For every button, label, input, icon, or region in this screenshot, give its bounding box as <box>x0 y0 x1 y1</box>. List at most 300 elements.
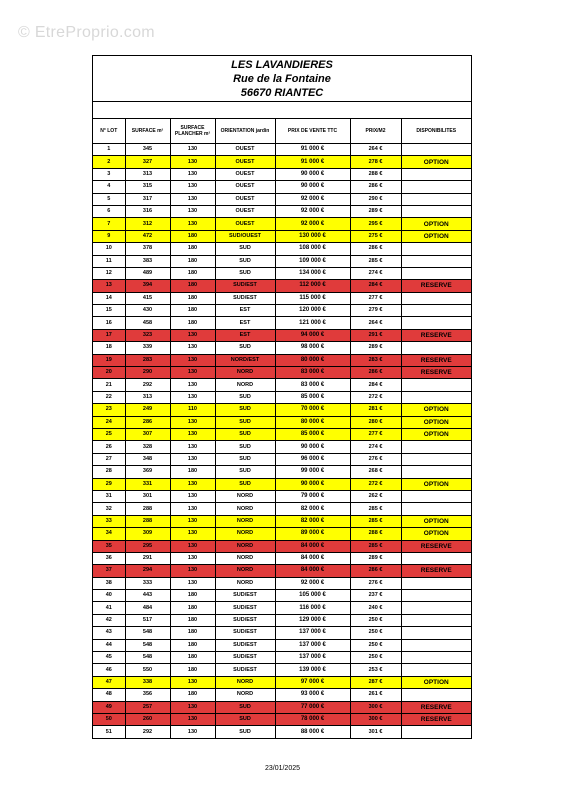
lot-cell: 40 <box>93 590 125 602</box>
prix-cell: 93 000 € <box>275 689 350 701</box>
status-cell <box>401 490 471 502</box>
prix-cell: 121 000 € <box>275 317 350 329</box>
lot-cell: 16 <box>93 317 125 329</box>
lot-cell: 7 <box>93 218 125 230</box>
plancher-cell: 180 <box>170 267 215 279</box>
status-cell: RESERVE <box>401 367 471 379</box>
status-cell <box>401 391 471 403</box>
plancher-cell: 130 <box>170 515 215 527</box>
plancher-cell: 130 <box>170 181 215 193</box>
table-row <box>93 193 471 205</box>
plancher-cell: 130 <box>170 577 215 589</box>
col-header-prix-m2: PRIX/M2 <box>350 119 401 144</box>
status-cell <box>401 664 471 676</box>
lot-cell: 18 <box>93 342 125 354</box>
lot-cell: 34 <box>93 528 125 540</box>
lot-cell: 33 <box>93 515 125 527</box>
prix-cell: 91 000 € <box>275 156 350 168</box>
table-row <box>93 652 471 664</box>
lot-cell: 41 <box>93 602 125 614</box>
plancher-cell: 180 <box>170 664 215 676</box>
surface-cell: 548 <box>125 652 170 664</box>
orientation-cell: OUEST <box>215 168 275 180</box>
status-cell <box>401 614 471 626</box>
surface-cell: 288 <box>125 503 170 515</box>
prix-cell: 79 000 € <box>275 490 350 502</box>
prix-cell: 88 000 € <box>275 726 350 738</box>
prix-cell: 137 000 € <box>275 652 350 664</box>
lot-cell: 22 <box>93 391 125 403</box>
status-cell <box>401 181 471 193</box>
prix-m2-cell: 287 € <box>350 676 401 688</box>
document-header <box>93 56 471 102</box>
lot-cell: 37 <box>93 565 125 577</box>
lot-cell: 50 <box>93 713 125 725</box>
plancher-cell: 130 <box>170 428 215 440</box>
orientation-cell: OUEST <box>215 181 275 193</box>
orientation-cell: SUD <box>215 441 275 453</box>
prix-cell: 83 000 € <box>275 379 350 391</box>
surface-cell: 294 <box>125 565 170 577</box>
prix-cell: 80 000 € <box>275 354 350 366</box>
prix-m2-cell: 280 € <box>350 416 401 428</box>
orientation-cell: NORD <box>215 528 275 540</box>
surface-cell: 316 <box>125 205 170 217</box>
prix-cell: 70 000 € <box>275 404 350 416</box>
prix-cell: 90 000 € <box>275 168 350 180</box>
table-row <box>93 664 471 676</box>
plancher-cell: 180 <box>170 243 215 255</box>
lot-cell: 35 <box>93 540 125 552</box>
price-sheet <box>92 55 472 739</box>
table-row <box>93 540 471 552</box>
surface-cell: 292 <box>125 379 170 391</box>
table-row <box>93 156 471 168</box>
col-header-orientation: ORIENTATION jardin <box>215 119 275 144</box>
table-row <box>93 205 471 217</box>
status-cell: RESERVE <box>401 280 471 292</box>
surface-cell: 291 <box>125 552 170 564</box>
surface-cell: 348 <box>125 453 170 465</box>
orientation-cell: NORD <box>215 577 275 589</box>
table-row <box>93 590 471 602</box>
table-row <box>93 428 471 440</box>
surface-cell: 249 <box>125 404 170 416</box>
lot-cell: 12 <box>93 267 125 279</box>
prix-m2-cell: 237 € <box>350 590 401 602</box>
prix-cell: 82 000 € <box>275 503 350 515</box>
lot-cell: 38 <box>93 577 125 589</box>
prix-m2-cell: 272 € <box>350 391 401 403</box>
prix-cell: 90 000 € <box>275 181 350 193</box>
surface-cell: 415 <box>125 292 170 304</box>
prix-m2-cell: 285 € <box>350 255 401 267</box>
orientation-cell: SUD <box>215 701 275 713</box>
status-cell <box>401 503 471 515</box>
prix-m2-cell: 275 € <box>350 230 401 242</box>
orientation-cell: NORD <box>215 515 275 527</box>
status-cell: OPTION <box>401 416 471 428</box>
prix-m2-cell: 250 € <box>350 652 401 664</box>
status-cell <box>401 205 471 217</box>
lot-cell: 14 <box>93 292 125 304</box>
status-cell: OPTION <box>401 428 471 440</box>
status-cell <box>401 441 471 453</box>
lot-cell: 27 <box>93 453 125 465</box>
prix-m2-cell: 286 € <box>350 181 401 193</box>
orientation-cell: NORD <box>215 540 275 552</box>
prix-m2-cell: 289 € <box>350 205 401 217</box>
surface-cell: 290 <box>125 367 170 379</box>
prix-m2-cell: 240 € <box>350 602 401 614</box>
status-cell: RESERVE <box>401 329 471 341</box>
lot-cell: 9 <box>93 230 125 242</box>
plancher-cell: 180 <box>170 602 215 614</box>
table-header-row <box>93 119 471 144</box>
surface-cell: 484 <box>125 602 170 614</box>
table-row <box>93 144 471 156</box>
prix-m2-cell: 301 € <box>350 726 401 738</box>
surface-cell: 394 <box>125 280 170 292</box>
lot-cell: 26 <box>93 441 125 453</box>
plancher-cell: 130 <box>170 565 215 577</box>
prix-cell: 108 000 € <box>275 243 350 255</box>
plancher-cell: 130 <box>170 540 215 552</box>
prix-cell: 82 000 € <box>275 515 350 527</box>
orientation-cell: NORD/EST <box>215 354 275 366</box>
prix-cell: 89 000 € <box>275 528 350 540</box>
lot-cell: 15 <box>93 305 125 317</box>
status-cell <box>401 726 471 738</box>
prix-m2-cell: 291 € <box>350 329 401 341</box>
prix-m2-cell: 279 € <box>350 305 401 317</box>
table-row <box>93 441 471 453</box>
table-row <box>93 391 471 403</box>
prix-m2-cell: 261 € <box>350 689 401 701</box>
surface-cell: 317 <box>125 193 170 205</box>
plancher-cell: 130 <box>170 379 215 391</box>
plancher-cell: 180 <box>170 614 215 626</box>
table-row <box>93 689 471 701</box>
status-cell: OPTION <box>401 230 471 242</box>
prix-cell: 115 000 € <box>275 292 350 304</box>
orientation-cell: EST <box>215 305 275 317</box>
orientation-cell: SUD/OUEST <box>215 230 275 242</box>
status-cell <box>401 305 471 317</box>
plancher-cell: 130 <box>170 726 215 738</box>
plancher-cell: 180 <box>170 255 215 267</box>
orientation-cell: SUD/EST <box>215 652 275 664</box>
table-row <box>93 267 471 279</box>
surface-cell: 517 <box>125 614 170 626</box>
orientation-cell: OUEST <box>215 156 275 168</box>
orientation-cell: SUD <box>215 267 275 279</box>
status-cell <box>401 689 471 701</box>
status-cell: OPTION <box>401 156 471 168</box>
prix-m2-cell: 285 € <box>350 540 401 552</box>
surface-cell: 383 <box>125 255 170 267</box>
table-row <box>93 676 471 688</box>
status-cell <box>401 193 471 205</box>
surface-cell: 292 <box>125 726 170 738</box>
surface-cell: 283 <box>125 354 170 366</box>
prix-cell: 94 000 € <box>275 329 350 341</box>
orientation-cell: SUD <box>215 404 275 416</box>
table-row <box>93 354 471 366</box>
prix-m2-cell: 285 € <box>350 515 401 527</box>
orientation-cell: OUEST <box>215 144 275 156</box>
prix-cell: 85 000 € <box>275 428 350 440</box>
prix-cell: 105 000 € <box>275 590 350 602</box>
plancher-cell: 130 <box>170 676 215 688</box>
orientation-cell: SUD/EST <box>215 602 275 614</box>
plancher-cell: 130 <box>170 354 215 366</box>
prix-cell: 98 000 € <box>275 342 350 354</box>
surface-cell: 339 <box>125 342 170 354</box>
surface-cell: 313 <box>125 391 170 403</box>
status-cell: OPTION <box>401 478 471 490</box>
lot-cell: 6 <box>93 205 125 217</box>
orientation-cell: SUD <box>215 466 275 478</box>
lot-cell: 21 <box>93 379 125 391</box>
prix-cell: 120 000 € <box>275 305 350 317</box>
lot-cell: 29 <box>93 478 125 490</box>
lot-cell: 44 <box>93 639 125 651</box>
prix-m2-cell: 288 € <box>350 528 401 540</box>
orientation-cell: SUD <box>215 243 275 255</box>
table-row <box>93 490 471 502</box>
blank-row <box>93 102 471 119</box>
surface-cell: 328 <box>125 441 170 453</box>
lot-cell: 1 <box>93 144 125 156</box>
prix-m2-cell: 281 € <box>350 404 401 416</box>
status-cell: RESERVE <box>401 540 471 552</box>
orientation-cell: EST <box>215 317 275 329</box>
surface-cell: 323 <box>125 329 170 341</box>
status-cell <box>401 317 471 329</box>
orientation-cell: SUD <box>215 342 275 354</box>
surface-cell: 312 <box>125 218 170 230</box>
surface-cell: 260 <box>125 713 170 725</box>
table-row <box>93 280 471 292</box>
prix-m2-cell: 253 € <box>350 664 401 676</box>
orientation-cell: SUD <box>215 478 275 490</box>
prix-cell: 112 000 € <box>275 280 350 292</box>
prix-cell: 139 000 € <box>275 664 350 676</box>
table-row <box>93 367 471 379</box>
orientation-cell: OUEST <box>215 218 275 230</box>
plancher-cell: 180 <box>170 230 215 242</box>
table-body <box>93 144 471 738</box>
table-row <box>93 552 471 564</box>
plancher-cell: 130 <box>170 218 215 230</box>
plancher-cell: 130 <box>170 367 215 379</box>
prix-cell: 85 000 € <box>275 391 350 403</box>
status-cell <box>401 639 471 651</box>
status-cell: RESERVE <box>401 701 471 713</box>
table-row <box>93 726 471 738</box>
plancher-cell: 130 <box>170 528 215 540</box>
orientation-cell: SUD/EST <box>215 292 275 304</box>
plancher-cell: 130 <box>170 552 215 564</box>
lot-cell: 17 <box>93 329 125 341</box>
status-cell: RESERVE <box>401 713 471 725</box>
plancher-cell: 180 <box>170 317 215 329</box>
lot-cell: 28 <box>93 466 125 478</box>
lot-cell: 47 <box>93 676 125 688</box>
status-cell <box>401 255 471 267</box>
prix-m2-cell: 300 € <box>350 713 401 725</box>
prix-m2-cell: 290 € <box>350 193 401 205</box>
prix-cell: 90 000 € <box>275 441 350 453</box>
col-header-lot: N° LOT <box>93 119 125 144</box>
status-cell <box>401 267 471 279</box>
plancher-cell: 180 <box>170 627 215 639</box>
lot-cell: 2 <box>93 156 125 168</box>
table-row <box>93 701 471 713</box>
surface-cell: 331 <box>125 478 170 490</box>
plancher-cell: 110 <box>170 404 215 416</box>
table-row <box>93 255 471 267</box>
status-cell <box>401 168 471 180</box>
lot-cell: 46 <box>93 664 125 676</box>
prix-m2-cell: 286 € <box>350 243 401 255</box>
orientation-cell: SUD <box>215 255 275 267</box>
lot-cell: 10 <box>93 243 125 255</box>
status-cell: OPTION <box>401 218 471 230</box>
lot-cell: 32 <box>93 503 125 515</box>
prix-cell: 77 000 € <box>275 701 350 713</box>
orientation-cell: NORD <box>215 552 275 564</box>
table-row <box>93 168 471 180</box>
status-cell: OPTION <box>401 404 471 416</box>
status-cell <box>401 602 471 614</box>
prix-m2-cell: 277 € <box>350 428 401 440</box>
table-row <box>93 243 471 255</box>
orientation-cell: NORD <box>215 565 275 577</box>
prix-cell: 83 000 € <box>275 367 350 379</box>
status-cell: OPTION <box>401 528 471 540</box>
prix-m2-cell: 288 € <box>350 168 401 180</box>
prix-cell: 78 000 € <box>275 713 350 725</box>
plancher-cell: 180 <box>170 305 215 317</box>
status-cell <box>401 652 471 664</box>
orientation-cell: NORD <box>215 490 275 502</box>
prix-m2-cell: 300 € <box>350 701 401 713</box>
orientation-cell: NORD <box>215 379 275 391</box>
col-header-disponibilites: DISPONIBILITES <box>401 119 471 144</box>
prix-cell: 116 000 € <box>275 602 350 614</box>
surface-cell: 369 <box>125 466 170 478</box>
orientation-cell: SUD <box>215 453 275 465</box>
table-row <box>93 292 471 304</box>
prix-cell: 109 000 € <box>275 255 350 267</box>
status-cell <box>401 627 471 639</box>
lot-cell: 31 <box>93 490 125 502</box>
orientation-cell: NORD <box>215 367 275 379</box>
prix-m2-cell: 289 € <box>350 342 401 354</box>
surface-cell: 458 <box>125 317 170 329</box>
plancher-cell: 130 <box>170 342 215 354</box>
prix-m2-cell: 274 € <box>350 441 401 453</box>
prix-m2-cell: 286 € <box>350 367 401 379</box>
orientation-cell: SUD/EST <box>215 664 275 676</box>
prix-cell: 130 000 € <box>275 230 350 242</box>
table-row <box>93 478 471 490</box>
prix-cell: 137 000 € <box>275 627 350 639</box>
prix-m2-cell: 277 € <box>350 292 401 304</box>
col-header-surface: SURFACE m² <box>125 119 170 144</box>
plancher-cell: 130 <box>170 168 215 180</box>
prix-m2-cell: 295 € <box>350 218 401 230</box>
lot-cell: 13 <box>93 280 125 292</box>
plancher-cell: 130 <box>170 416 215 428</box>
orientation-cell: EST <box>215 329 275 341</box>
orientation-cell: OUEST <box>215 193 275 205</box>
plancher-cell: 130 <box>170 205 215 217</box>
surface-cell: 489 <box>125 267 170 279</box>
plancher-cell: 180 <box>170 652 215 664</box>
surface-cell: 550 <box>125 664 170 676</box>
lot-cell: 25 <box>93 428 125 440</box>
lot-cell: 24 <box>93 416 125 428</box>
prix-cell: 90 000 € <box>275 478 350 490</box>
surface-cell: 378 <box>125 243 170 255</box>
plancher-cell: 180 <box>170 590 215 602</box>
surface-cell: 307 <box>125 428 170 440</box>
prix-m2-cell: 250 € <box>350 614 401 626</box>
prix-m2-cell: 286 € <box>350 565 401 577</box>
prix-m2-cell: 278 € <box>350 156 401 168</box>
table-row <box>93 317 471 329</box>
plancher-cell: 130 <box>170 329 215 341</box>
lot-cell: 36 <box>93 552 125 564</box>
table-row <box>93 453 471 465</box>
plancher-cell: 180 <box>170 639 215 651</box>
plancher-cell: 130 <box>170 503 215 515</box>
lot-cell: 48 <box>93 689 125 701</box>
prix-m2-cell: 289 € <box>350 552 401 564</box>
plancher-cell: 180 <box>170 689 215 701</box>
status-cell <box>401 577 471 589</box>
title: LES LAVANDIERES <box>231 59 333 71</box>
lot-cell: 19 <box>93 354 125 366</box>
table-row <box>93 416 471 428</box>
prix-cell: 97 000 € <box>275 676 350 688</box>
status-cell: RESERVE <box>401 565 471 577</box>
orientation-cell: SUD <box>215 391 275 403</box>
lot-cell: 4 <box>93 181 125 193</box>
surface-cell: 313 <box>125 168 170 180</box>
plancher-cell: 130 <box>170 156 215 168</box>
plancher-cell: 130 <box>170 490 215 502</box>
plancher-cell: 130 <box>170 478 215 490</box>
plancher-cell: 180 <box>170 292 215 304</box>
address-street: Rue de la Fontaine <box>233 73 331 85</box>
status-cell <box>401 453 471 465</box>
table-row <box>93 342 471 354</box>
status-cell <box>401 466 471 478</box>
plancher-cell: 180 <box>170 466 215 478</box>
table-row <box>93 528 471 540</box>
prix-cell: 99 000 € <box>275 466 350 478</box>
footer-date: 23/01/2025 <box>264 765 301 772</box>
prix-cell: 129 000 € <box>275 614 350 626</box>
table-row <box>93 602 471 614</box>
prix-m2-cell: 284 € <box>350 280 401 292</box>
status-cell <box>401 552 471 564</box>
prix-m2-cell: 276 € <box>350 453 401 465</box>
